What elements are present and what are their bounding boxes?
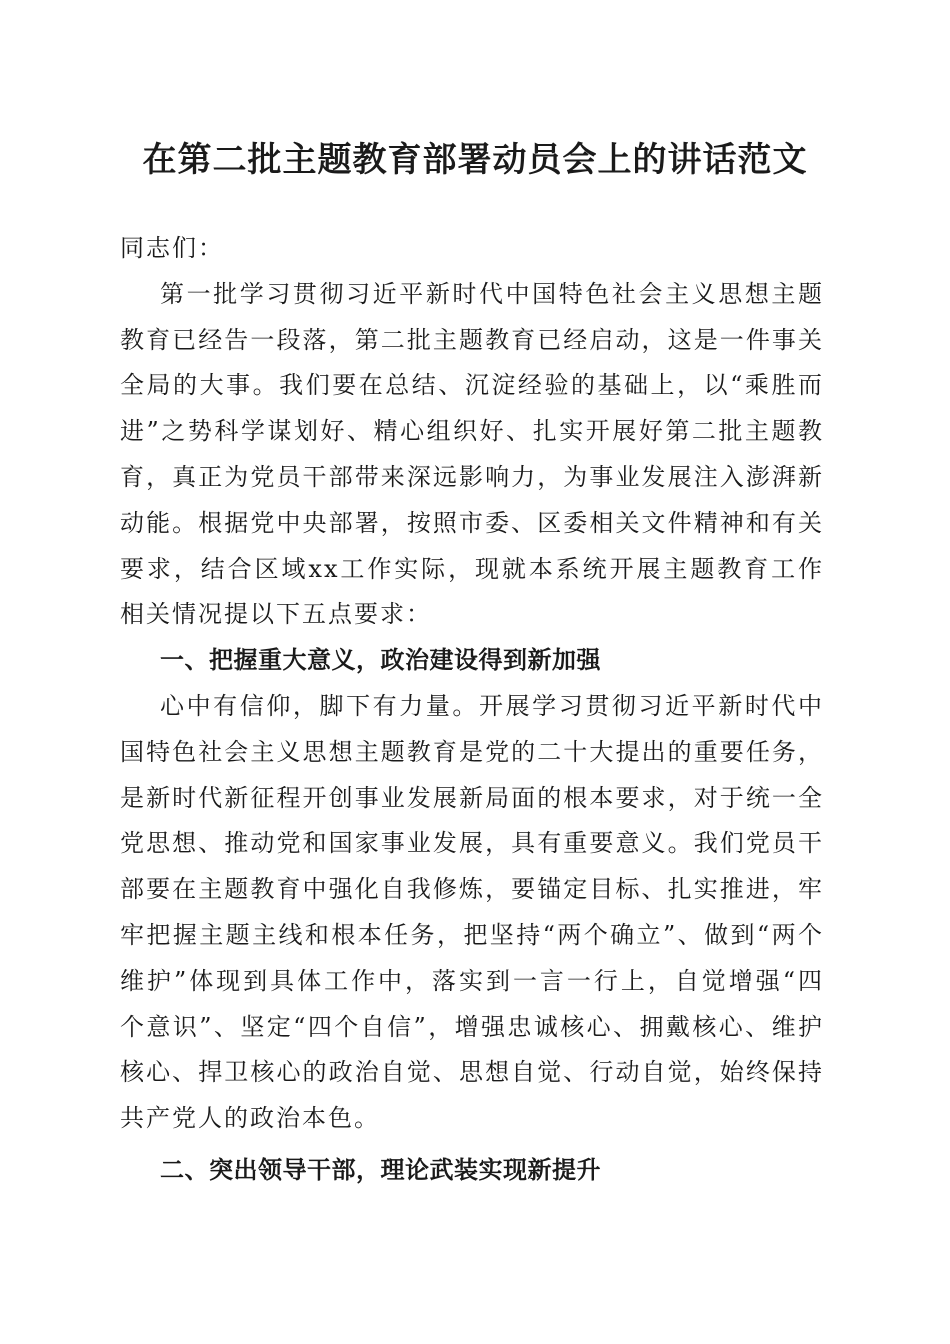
document-title: 在第二批主题教育部署动员会上的讲话范文 — [142, 140, 808, 180]
intro-paragraph: 第一批学习贯彻习近平新时代中国特色社会主义思想主题教育已经告一段落，第二批主题教育已经启动，这是一件事关全局的大事。我们要在总结、沉淀经验的基础上，以“乘胜而进”之势科学谋划好、精心组织好、扎实开展好第二批主题教育，真正为党员干部带来深远影响力，为事业发展注入澎湃新动能。根据党中央部署，按照市委、区委相关文件精神和有关要求，结合区域xx工作实际，现就本系统开展主题教育工作相关情况提以下五点要求： — [120, 279, 824, 629]
section-paragraph-1: 心中有信仰，脚下有力量。开展学习贯彻习近平新时代中国特色社会主义思想主题教育是党的二十大提出的重要任务，是新时代新征程开创事业发展新局面的根本要求，对于统一全党思想、推动党和国家事业发展，具有重要意义。我们党员干部要在主题教育中强化自我修炼，要锚定目标、扎实推进，牢牢把握主题主线和根本任务，把坚持“两个确立”、做到“两个维护”体现到具体工作中，落实到一言一行上，自觉增强“四个意识”、坚定“四个自信”，增强忠诚核心、拥戴核心、维护核心、捍卫核心的政治自觉、思想自觉、行动自觉，始终保持共产党人的政治本色。 — [120, 691, 824, 1133]
document-body — [120, 226, 824, 1194]
section-heading-1: 一、把握重大意义，政治建设得到新加强 — [160, 646, 601, 675]
salutation: 同志们： — [120, 234, 224, 262]
section-heading-2: 二、突出领导干部，理论武装实现新提升 — [160, 1155, 601, 1184]
